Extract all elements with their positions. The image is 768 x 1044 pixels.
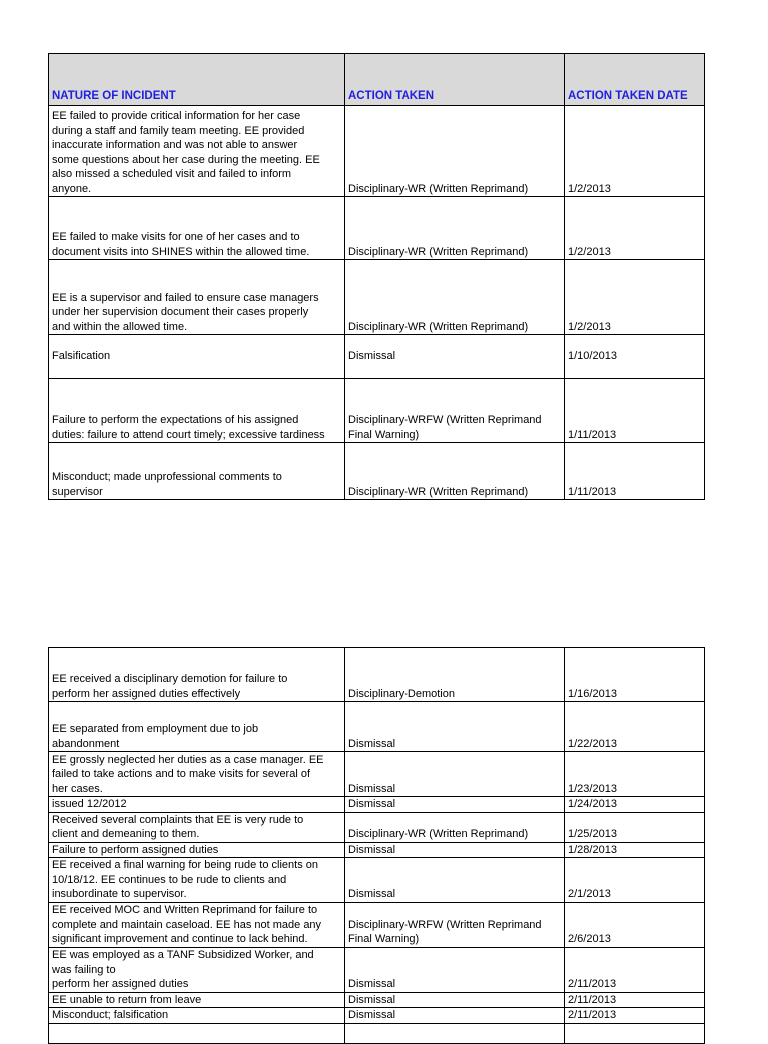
incident-cell: EE received a final warning for being rude to clients on 10/18/12. EE continues to be rude to clients and insubordinate to supervisor. (49, 858, 345, 903)
incident-cell: EE failed to provide critical information for her case during a staff and family team meeting. EE provided inaccurate information and was not able to answer some questions about her case during the meeting. EE also missed a scheduled visit and failed to inform anyone. (49, 106, 345, 197)
table-row (49, 752, 705, 797)
action-cell: Disciplinary-WR (Written Reprimand) (345, 443, 565, 500)
date-cell: 1/2/2013 (565, 197, 705, 260)
action-cell: Disciplinary-WRFW (Written Reprimand Final Warning) (345, 902, 565, 947)
date-cell: 1/11/2013 (565, 443, 705, 500)
incident-cell: EE is a supervisor and failed to ensure case managers under her supervision document their cases properly and within the allowed time. (49, 260, 345, 335)
incident-cell: EE was employed as a TANF Subsidized Worker, and was failing to perform her assigned duties (49, 947, 345, 992)
header-nature-of-incident: NATURE OF INCIDENT (49, 54, 345, 106)
table-row (49, 335, 705, 379)
date-cell: 1/22/2013 (565, 702, 705, 752)
incident-cell: EE grossly neglected her duties as a case manager. EE failed to take actions and to make visits for several of her cases. (49, 752, 345, 797)
action-cell: Dismissal (345, 992, 565, 1008)
table-row (49, 858, 705, 903)
date-cell: 2/11/2013 (565, 1008, 705, 1024)
date-cell: 2/11/2013 (565, 992, 705, 1008)
action-cell: Disciplinary-WR (Written Reprimand) (345, 260, 565, 335)
action-cell: Dismissal (345, 858, 565, 903)
action-cell: Dismissal (345, 947, 565, 992)
incident-cell: Received several complaints that EE is very rude to client and demeaning to them. (49, 812, 345, 842)
table-row (49, 1023, 705, 1043)
date-cell (565, 1023, 705, 1043)
incident-cell: EE received a disciplinary demotion for failure to perform her assigned duties effectively (49, 648, 345, 702)
action-cell: Dismissal (345, 335, 565, 379)
table-row (49, 702, 705, 752)
date-cell: 2/6/2013 (565, 902, 705, 947)
incident-table-1 (48, 53, 705, 500)
incident-cell: EE unable to return from leave (49, 992, 345, 1008)
table-row (49, 106, 705, 197)
date-cell: 2/11/2013 (565, 947, 705, 992)
date-cell: 1/24/2013 (565, 797, 705, 813)
action-cell: Dismissal (345, 842, 565, 858)
incident-cell: EE received MOC and Written Reprimand for failure to complete and maintain caseload. EE has not made any significant improvement and continue to lack behind. (49, 902, 345, 947)
date-cell: 1/28/2013 (565, 842, 705, 858)
action-cell: Dismissal (345, 752, 565, 797)
action-cell: Disciplinary-WR (Written Reprimand) (345, 197, 565, 260)
table-row (49, 443, 705, 500)
action-cell: Disciplinary-WR (Written Reprimand) (345, 812, 565, 842)
action-cell: Disciplinary-Demotion (345, 648, 565, 702)
date-cell: 1/16/2013 (565, 648, 705, 702)
date-cell: 1/2/2013 (565, 260, 705, 335)
date-cell: 2/1/2013 (565, 858, 705, 903)
table-row (49, 379, 705, 443)
action-cell: Disciplinary-WRFW (Written Reprimand Final Warning) (345, 379, 565, 443)
date-cell: 1/23/2013 (565, 752, 705, 797)
incident-cell: EE failed to make visits for one of her cases and to document visits into SHINES within the allowed time. (49, 197, 345, 260)
date-cell: 1/25/2013 (565, 812, 705, 842)
header-action-taken-date: ACTION TAKEN DATE (565, 54, 705, 106)
incident-cell: EE separated from employment due to job abandonment (49, 702, 345, 752)
header-action-taken: ACTION TAKEN (345, 54, 565, 106)
table-row (49, 902, 705, 947)
table-row (49, 992, 705, 1008)
action-cell: Dismissal (345, 797, 565, 813)
action-cell: Disciplinary-WR (Written Reprimand) (345, 106, 565, 197)
date-cell: 1/11/2013 (565, 379, 705, 443)
table-row (49, 648, 705, 702)
incident-cell: issued 12/2012 (49, 797, 345, 813)
incident-table-2 (48, 647, 705, 1044)
incident-cell: Failure to perform assigned duties (49, 842, 345, 858)
incident-cell: Misconduct; falsification (49, 1008, 345, 1024)
date-cell: 1/10/2013 (565, 335, 705, 379)
table-row (49, 197, 705, 260)
incident-cell (49, 1023, 345, 1043)
header-row (49, 54, 705, 106)
date-cell: 1/2/2013 (565, 106, 705, 197)
incident-cell: Falsification (49, 335, 345, 379)
incident-cell: Misconduct; made unprofessional comments to supervisor (49, 443, 345, 500)
action-cell (345, 1023, 565, 1043)
action-cell: Dismissal (345, 702, 565, 752)
table-row (49, 797, 705, 813)
action-cell: Dismissal (345, 1008, 565, 1024)
table-row (49, 1008, 705, 1024)
table-row (49, 842, 705, 858)
table-row (49, 947, 705, 992)
table-row (49, 812, 705, 842)
incident-cell: Failure to perform the expectations of his assigned duties: failure to attend court timely; excessive tardiness (49, 379, 345, 443)
table-row (49, 260, 705, 335)
